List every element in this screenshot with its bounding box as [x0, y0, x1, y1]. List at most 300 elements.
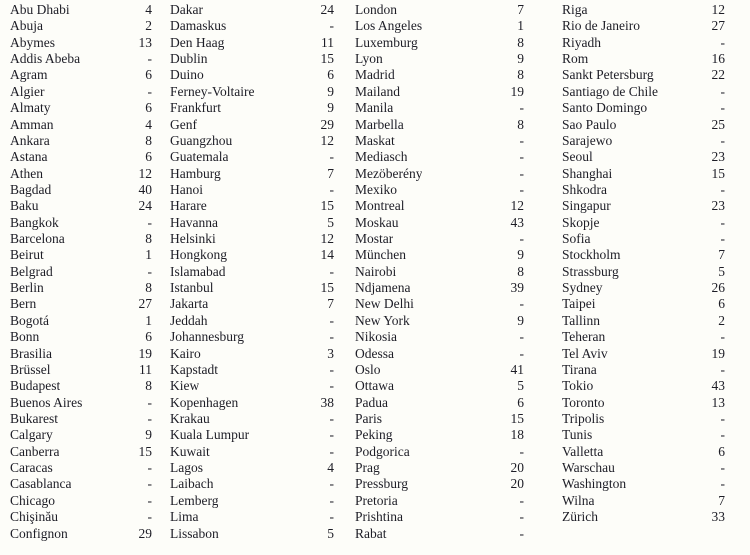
city-value: - [147, 51, 152, 67]
city-name: Kairo [170, 345, 201, 361]
city-value: 41 [510, 361, 524, 377]
city-name: Algier [10, 83, 45, 99]
city-name: Santo Domingo [562, 100, 648, 116]
table-row [355, 133, 524, 149]
city-value: 3 [327, 345, 334, 361]
city-name: Lyon [355, 51, 383, 67]
city-name: Berlin [10, 280, 44, 296]
city-value: 26 [711, 280, 725, 296]
city-name: München [355, 247, 406, 263]
city-value: - [519, 443, 524, 459]
city-name: Mezöberény [355, 165, 423, 181]
table-row [355, 346, 524, 362]
table-row [170, 198, 334, 214]
table-row [170, 133, 334, 149]
table-row [170, 84, 334, 100]
table-row [562, 100, 725, 116]
city-value: - [147, 476, 152, 492]
city-name: Pretoria [355, 492, 398, 508]
city-name: Chicago [10, 492, 55, 508]
city-value: 6 [718, 443, 725, 459]
city-value: 19 [138, 345, 152, 361]
city-value: - [519, 231, 524, 247]
city-value: - [329, 329, 334, 345]
city-value: - [329, 492, 334, 508]
table-row [562, 493, 725, 509]
city-name: New Delhi [355, 296, 414, 312]
table-row [10, 346, 152, 362]
city-name: Bangkok [10, 214, 59, 230]
table-row [10, 247, 152, 263]
city-value: 6 [145, 67, 152, 83]
city-value: 8 [145, 132, 152, 148]
table-row [170, 149, 334, 165]
city-value: - [519, 132, 524, 148]
city-name: Wilna [562, 492, 595, 508]
city-name: Teheran [562, 329, 606, 345]
city-value: 15 [138, 443, 152, 459]
city-value: - [329, 410, 334, 426]
city-name: Mexiko [355, 181, 397, 197]
table-row [355, 198, 524, 214]
city-name: Lissabon [170, 525, 219, 541]
city-name: New York [355, 312, 410, 328]
city-value: 20 [510, 476, 524, 492]
city-name: Brasilia [10, 345, 52, 361]
city-name: Kuala Lumpur [170, 427, 250, 443]
city-value: 5 [718, 263, 725, 279]
city-name: Baku [10, 198, 39, 214]
table-row [10, 117, 152, 133]
city-name: Chişinău [10, 509, 59, 525]
city-value: 15 [320, 198, 334, 214]
table-row [562, 378, 725, 394]
city-name: Calgary [10, 427, 53, 443]
city-value: 9 [517, 51, 524, 67]
city-value: 9 [517, 247, 524, 263]
city-name: Santiago de Chile [562, 83, 658, 99]
city-value: 24 [138, 198, 152, 214]
city-name: Ankara [10, 132, 50, 148]
table-row [170, 247, 334, 263]
table-row [10, 329, 152, 345]
table-row [170, 313, 334, 329]
table-row [355, 296, 524, 312]
table-row [10, 296, 152, 312]
city-name: Frankfurt [170, 100, 221, 116]
city-value: 15 [320, 280, 334, 296]
city-name: Strassburg [562, 263, 619, 279]
city-value: - [329, 149, 334, 165]
table-row [170, 296, 334, 312]
city-name: Jeddah [170, 312, 208, 328]
city-name: Almaty [10, 100, 51, 116]
table-row [10, 313, 152, 329]
city-name: Bukarest [10, 410, 58, 426]
table-row [355, 2, 524, 18]
city-name: Harare [170, 198, 207, 214]
table-row [10, 51, 152, 67]
city-name: Johannesburg [170, 329, 244, 345]
city-value: 4 [145, 116, 152, 132]
table-row [170, 231, 334, 247]
city-value: 6 [327, 67, 334, 83]
table-row [355, 476, 524, 492]
city-value: 8 [145, 378, 152, 394]
city-value: - [519, 100, 524, 116]
city-value: 1 [145, 247, 152, 263]
city-name: Kapstadt [170, 361, 218, 377]
city-name: Luxemburg [355, 34, 418, 50]
city-name: Ottawa [355, 378, 394, 394]
city-value: 20 [510, 460, 524, 476]
table-row [355, 378, 524, 394]
table-row [170, 215, 334, 231]
table-row [170, 395, 334, 411]
table-row [355, 166, 524, 182]
city-name: Addis Abeba [10, 51, 81, 67]
city-value: 7 [718, 247, 725, 263]
city-value: 8 [145, 231, 152, 247]
table-row [355, 460, 524, 476]
city-value: - [519, 525, 524, 541]
table-row [562, 166, 725, 182]
table-row [170, 35, 334, 51]
city-value: - [720, 427, 725, 443]
table-row [170, 329, 334, 345]
city-name: Oslo [355, 361, 381, 377]
city-value: 6 [145, 329, 152, 345]
table-row [10, 198, 152, 214]
table-row [562, 149, 725, 165]
city-value: 6 [145, 149, 152, 165]
table-row [562, 509, 725, 525]
city-name: Duino [170, 67, 204, 83]
city-name: Casablanca [10, 476, 72, 492]
city-name: Lemberg [170, 492, 219, 508]
city-name: Skopje [562, 214, 600, 230]
city-name: Nairobi [355, 263, 397, 279]
city-name: Beirut [10, 247, 44, 263]
table-row [10, 280, 152, 296]
city-value: 1 [145, 312, 152, 328]
city-name: Confignon [10, 525, 68, 541]
city-value: 43 [510, 214, 524, 230]
city-name: Valletta [562, 443, 604, 459]
table-row [562, 296, 725, 312]
city-name: Hanoi [170, 181, 203, 197]
city-value: - [720, 34, 725, 50]
table-row [355, 526, 524, 542]
table-row [355, 362, 524, 378]
table-row [355, 329, 524, 345]
table-row [10, 476, 152, 492]
city-name: Shanghai [562, 165, 613, 181]
city-value: - [720, 181, 725, 197]
table-row [10, 378, 152, 394]
table-row [170, 166, 334, 182]
table-row [170, 444, 334, 460]
city-value: 8 [517, 34, 524, 50]
table-column-3 [355, 2, 524, 542]
city-name: Ndjamena [355, 280, 411, 296]
city-name: Istanbul [170, 280, 214, 296]
table-row [562, 117, 725, 133]
city-value: 9 [517, 312, 524, 328]
city-value: 6 [718, 296, 725, 312]
city-name: Zürich [562, 509, 598, 525]
city-name: Abymes [10, 34, 55, 50]
table-row [10, 182, 152, 198]
city-name: Toronto [562, 394, 605, 410]
city-name: Jakarta [170, 296, 209, 312]
table-row [10, 35, 152, 51]
city-value: 7 [517, 2, 524, 17]
city-value: - [720, 231, 725, 247]
city-name: Sarajewo [562, 132, 613, 148]
table-row [170, 280, 334, 296]
city-name: Bonn [10, 329, 40, 345]
table-row [562, 313, 725, 329]
city-name: Budapest [10, 378, 61, 394]
city-name: Caracas [10, 460, 53, 476]
city-name: Belgrad [10, 263, 53, 279]
city-value: - [147, 83, 152, 99]
city-name: Seoul [562, 149, 593, 165]
city-name: Bern [10, 296, 37, 312]
city-value: - [720, 83, 725, 99]
city-value: - [147, 410, 152, 426]
table-row [355, 395, 524, 411]
city-name: Rio de Janeiro [562, 18, 640, 34]
city-value: - [519, 296, 524, 312]
city-value: - [329, 378, 334, 394]
city-name: Nikosia [355, 329, 397, 345]
city-value: 33 [711, 509, 725, 525]
city-value: 9 [327, 100, 334, 116]
table-row [562, 362, 725, 378]
city-name: Kiew [170, 378, 200, 394]
table-row [10, 362, 152, 378]
table-row [355, 444, 524, 460]
city-name: Paris [355, 410, 382, 426]
city-name: Sankt Petersburg [562, 67, 654, 83]
table-row [355, 264, 524, 280]
city-value: 27 [711, 18, 725, 34]
city-name: Tel Aviv [562, 345, 608, 361]
table-row [562, 247, 725, 263]
table-row [355, 280, 524, 296]
table-row [562, 395, 725, 411]
city-name: Kuwait [170, 443, 210, 459]
table-row [170, 117, 334, 133]
city-name: Tripolis [562, 410, 605, 426]
city-value: - [720, 329, 725, 345]
city-value: 12 [320, 132, 334, 148]
table-row [10, 509, 152, 525]
city-value: 19 [510, 83, 524, 99]
table-row [562, 329, 725, 345]
table-row [170, 411, 334, 427]
city-value: - [720, 132, 725, 148]
city-value: 8 [517, 67, 524, 83]
table-row [10, 444, 152, 460]
city-value: 29 [138, 525, 152, 541]
city-value: - [329, 427, 334, 443]
city-name: Rabat [355, 525, 387, 541]
city-value: 39 [510, 280, 524, 296]
table-row [170, 493, 334, 509]
table-column-1 [10, 2, 152, 542]
table-row [562, 18, 725, 34]
table-row [355, 149, 524, 165]
city-value: - [720, 460, 725, 476]
city-name: Guangzhou [170, 132, 233, 148]
table-row [170, 2, 334, 18]
city-name: Padua [355, 394, 388, 410]
city-name: Taipei [562, 296, 596, 312]
city-name: Tirana [562, 361, 597, 377]
table-row [355, 67, 524, 83]
city-value: - [147, 263, 152, 279]
city-value: 11 [321, 34, 334, 50]
table-row [170, 427, 334, 443]
city-name: Hamburg [170, 165, 221, 181]
city-value: 15 [711, 165, 725, 181]
table-row [10, 133, 152, 149]
city-name: Genf [170, 116, 197, 132]
city-value: - [519, 329, 524, 345]
city-value: - [720, 214, 725, 230]
city-value: - [329, 181, 334, 197]
table-row [355, 411, 524, 427]
city-name: Tunis [562, 427, 593, 443]
table-row [170, 378, 334, 394]
table-row [562, 444, 725, 460]
table-row [355, 182, 524, 198]
city-value: 6 [517, 394, 524, 410]
city-value: 16 [711, 51, 725, 67]
city-name: Tallinn [562, 312, 601, 328]
city-name: Prishtina [355, 509, 404, 525]
city-name: Athen [10, 165, 43, 181]
city-value: 15 [320, 51, 334, 67]
city-name: Odessa [355, 345, 394, 361]
table-row [355, 18, 524, 34]
city-name: Rom [562, 51, 589, 67]
table-row [10, 231, 152, 247]
city-value: - [519, 345, 524, 361]
city-value: 43 [711, 378, 725, 394]
city-value: - [519, 165, 524, 181]
city-value: - [329, 312, 334, 328]
city-value: - [720, 476, 725, 492]
city-value: 5 [517, 378, 524, 394]
table-row [10, 18, 152, 34]
city-name: Amman [10, 116, 54, 132]
city-name: Pressburg [355, 476, 409, 492]
table-row [170, 100, 334, 116]
table-row [355, 51, 524, 67]
city-value: - [519, 149, 524, 165]
city-name: Stockholm [562, 247, 621, 263]
city-name: Kopenhagen [170, 394, 239, 410]
table-row [10, 2, 152, 18]
table-row [355, 313, 524, 329]
city-name: Den Haag [170, 34, 225, 50]
city-name: Moskau [355, 214, 399, 230]
city-name: Brüssel [10, 361, 51, 377]
city-name: Sao Paulo [562, 116, 617, 132]
city-value: - [147, 394, 152, 410]
table-row [10, 526, 152, 542]
city-value: 9 [145, 427, 152, 443]
city-name: Sydney [562, 280, 603, 296]
city-name: Mailand [355, 83, 400, 99]
city-value: 1 [517, 18, 524, 34]
city-value: - [329, 18, 334, 34]
city-name: Ferney-Voltaire [170, 83, 255, 99]
city-name: Tokio [562, 378, 594, 394]
table-row [170, 67, 334, 83]
city-name: Prag [355, 460, 380, 476]
city-name: Lagos [170, 460, 203, 476]
city-name: Dakar [170, 2, 203, 17]
table-row [170, 346, 334, 362]
city-name: Maskat [355, 132, 395, 148]
table-column-4 [562, 2, 725, 526]
city-name: Manila [355, 100, 394, 116]
table-row [355, 215, 524, 231]
city-value: 38 [320, 394, 334, 410]
table-row [10, 67, 152, 83]
city-value: - [519, 181, 524, 197]
city-value: 29 [320, 116, 334, 132]
city-value: 8 [145, 280, 152, 296]
city-value: - [329, 476, 334, 492]
city-name: Marbella [355, 116, 404, 132]
city-name: Mostar [355, 231, 394, 247]
city-value: 8 [517, 263, 524, 279]
city-name: Bagdad [10, 181, 52, 197]
city-value: 12 [711, 2, 725, 17]
city-value: - [147, 214, 152, 230]
city-value: 19 [711, 345, 725, 361]
table-row [355, 231, 524, 247]
city-value: 23 [711, 149, 725, 165]
city-value: 24 [320, 2, 334, 17]
city-value: 7 [327, 296, 334, 312]
city-value: - [519, 509, 524, 525]
city-value: 2 [145, 18, 152, 34]
table-row [562, 264, 725, 280]
city-value: 25 [711, 116, 725, 132]
table-row [10, 100, 152, 116]
city-name: Helsinki [170, 231, 216, 247]
city-value: 8 [517, 116, 524, 132]
table-row [562, 476, 725, 492]
city-value: - [147, 492, 152, 508]
city-value: 9 [327, 83, 334, 99]
city-value: 2 [718, 312, 725, 328]
table-row [562, 215, 725, 231]
city-value: 40 [138, 181, 152, 197]
city-value: 4 [145, 2, 152, 17]
city-value: 13 [138, 34, 152, 50]
table-row [10, 427, 152, 443]
city-name: Damaskus [170, 18, 227, 34]
city-name: Guatemala [170, 149, 229, 165]
